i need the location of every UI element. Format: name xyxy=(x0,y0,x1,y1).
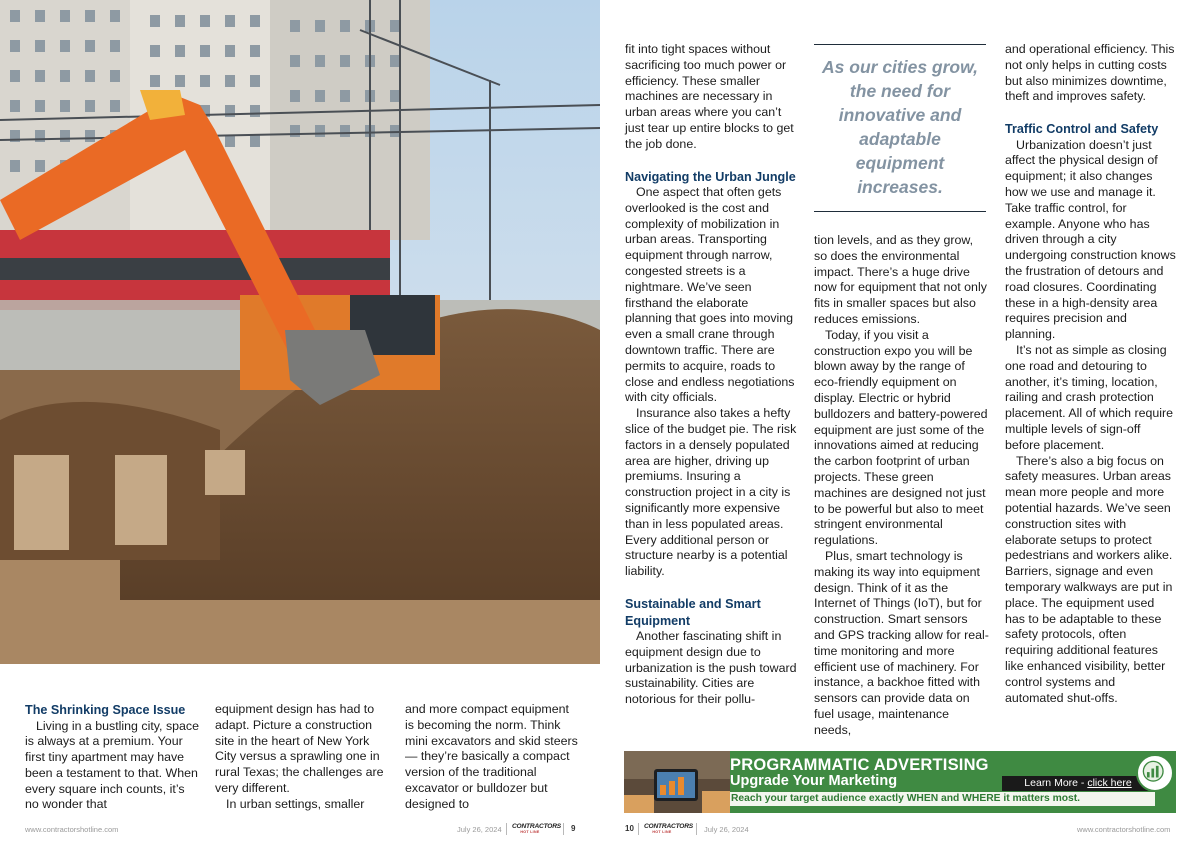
ad-tagline: Reach your target audience exactly WHEN and WHERE it matters most. xyxy=(731,793,1081,804)
right-page xyxy=(600,0,1200,846)
right-column-3 xyxy=(1005,42,1177,706)
ad-subtitle: Upgrade Your Marketing xyxy=(730,773,898,789)
left-column-2 xyxy=(215,702,390,813)
footer-separator xyxy=(638,823,639,835)
left-column-3 xyxy=(405,702,580,813)
body-paragraph: fit into tight spaces without sacrificing too much power or efficiency. These smaller machines are necessary in urban areas where you can’t just tear up entire blocks to get the job done. xyxy=(625,42,794,151)
body-paragraph: and operational efficiency. This not only helps in cutting costs but also minimizes downtime, theft and improves safety. xyxy=(1005,42,1175,104)
footer-date: July 26, 2024 xyxy=(457,825,502,834)
footer-url[interactable]: www.contractorshotline.com xyxy=(1077,825,1171,834)
body-paragraph: equipment design has had to adapt. Picture a construction site in the heart of New York City versus a sprawling one in rural Texas; the challenges are very different. xyxy=(215,702,384,795)
page-number: 10 xyxy=(625,824,634,833)
body-paragraph: It’s not as simple as closing one road and detouring to another, it’s timing, location, railing and crash protection placement. All of which require multiple levels of sign-off before placement. xyxy=(1005,343,1174,452)
footer-url[interactable]: www.contractorshotline.com xyxy=(25,825,119,834)
page-number: 9 xyxy=(571,824,576,833)
globe-chart-badge-icon xyxy=(1136,754,1174,792)
body-paragraph: and more compact equipment is becoming the norm. Think mini excavators and skid steers — they’re basically a compact version of the traditional excavator or bulldozer but designed to xyxy=(405,702,578,811)
heading-urban-jungle: Navigating the Urban Jungle xyxy=(625,169,796,184)
ad-title: PROGRAMMATIC ADVERTISING xyxy=(730,756,989,774)
heading-shrinking-space: The Shrinking Space Issue xyxy=(25,703,186,717)
body-paragraph: Another fascinating shift in equipment design due to urbanization is the push toward sustainability. Cities are notorious for their pollu- xyxy=(625,629,797,707)
footer-separator xyxy=(696,823,697,835)
body-paragraph: tion levels, and as they grow, so does the environmental impact. There’s a huge drive now for equipment that not only fits in smaller spaces but also reduces emissions. xyxy=(814,233,987,326)
body-paragraph: One aspect that often gets overlooked is the cost and complexity of mobilization in urban areas. Transporting equipment through narrow, congested streets is a nightmare. We’ve seen firsthand the elaborate planning that goes into moving even a small crane through downtown traffic. There are permits to acquire, roads to close and endless negotiations with city officials. xyxy=(625,185,795,405)
right-column-2 xyxy=(814,233,989,739)
footer-separator xyxy=(563,823,564,835)
contractors-hotline-logo: CONTRACTORS HOT LINE xyxy=(644,823,693,834)
body-paragraph: Living in a bustling city, space is always at a premium. Your first tiny apartment may have been a testament to that. When every square inch counts, it’s no wonder that xyxy=(25,718,200,812)
right-column-1 xyxy=(625,42,797,708)
body-paragraph: Today, if you visit a construction expo you will be blown away by the range of eco-friendly equipment on display. Electric or hybrid bulldozers and battery-powered equipment are just some of the innovations aimed at reducing the carbon footprint of urban projects. These green machines are designed not just to be powerful but also to meet stringent environmental regulations. xyxy=(814,327,988,548)
construction-site-photo xyxy=(0,0,600,664)
tablet-photo-icon xyxy=(624,751,730,813)
pull-quote xyxy=(814,44,986,212)
body-paragraph: In urban settings, smaller xyxy=(226,796,365,811)
excavator-illustration xyxy=(0,0,600,664)
footer-separator xyxy=(506,823,507,835)
body-paragraph: Urbanization doesn’t just affect the physical design of equipment; it also changes how we use and manage it. Take traffic control, for example. Anyone who has driven through a city undergoing construction knows the frustration of detours and road closures. Coordinating these in a high-density area requires precision and planning. xyxy=(1005,137,1176,342)
body-paragraph: There’s also a big focus on safety measures. Urban areas mean more people and more potential hazards. We’ve seen construction sites with elaborate setups to protect pedestrians and workers alike. Barriers, signage and even temporary walkways are put in place. The equipment used has to be adaptable to these safety protocols, often requiring additional features like enhanced visibility, better control systems and automated shut-offs. xyxy=(1005,453,1173,705)
footer-date: July 26, 2024 xyxy=(704,825,749,834)
body-paragraph: Plus, smart technology is making its way into equipment design. Think of it as the Internet of Things (IoT), but for construction. Smart sensors and GPS tracking allow for real-time monitoring and more efficient use of machinery. For instance, a backhoe fitted with sensors can provide data on fuel usage, maintenance needs, xyxy=(814,548,989,737)
contractors-hotline-logo: CONTRACTORS HOT LINE xyxy=(512,823,561,834)
programmatic-advertising-banner[interactable] xyxy=(624,751,1176,813)
click-here-link[interactable]: click here xyxy=(1087,777,1132,789)
heading-sustainable: Sustainable and Smart Equipment xyxy=(625,597,761,628)
heading-traffic-control: Traffic Control and Safety xyxy=(1005,122,1159,137)
left-column-1 xyxy=(25,702,200,813)
pull-quote-text: As our cities grow, the need for innovative and adaptable equipment increases. xyxy=(822,57,978,197)
learn-more-button[interactable]: Learn More - click here xyxy=(1002,776,1154,791)
body-paragraph: Insurance also takes a hefty slice of the budget pie. The risk factors in a densely populated area are higher, driving up premiums. Insuring a construction project in a city is significantly more expensive than in less populated areas. Every additional person or structure nearby is a potential liability. xyxy=(625,406,797,579)
